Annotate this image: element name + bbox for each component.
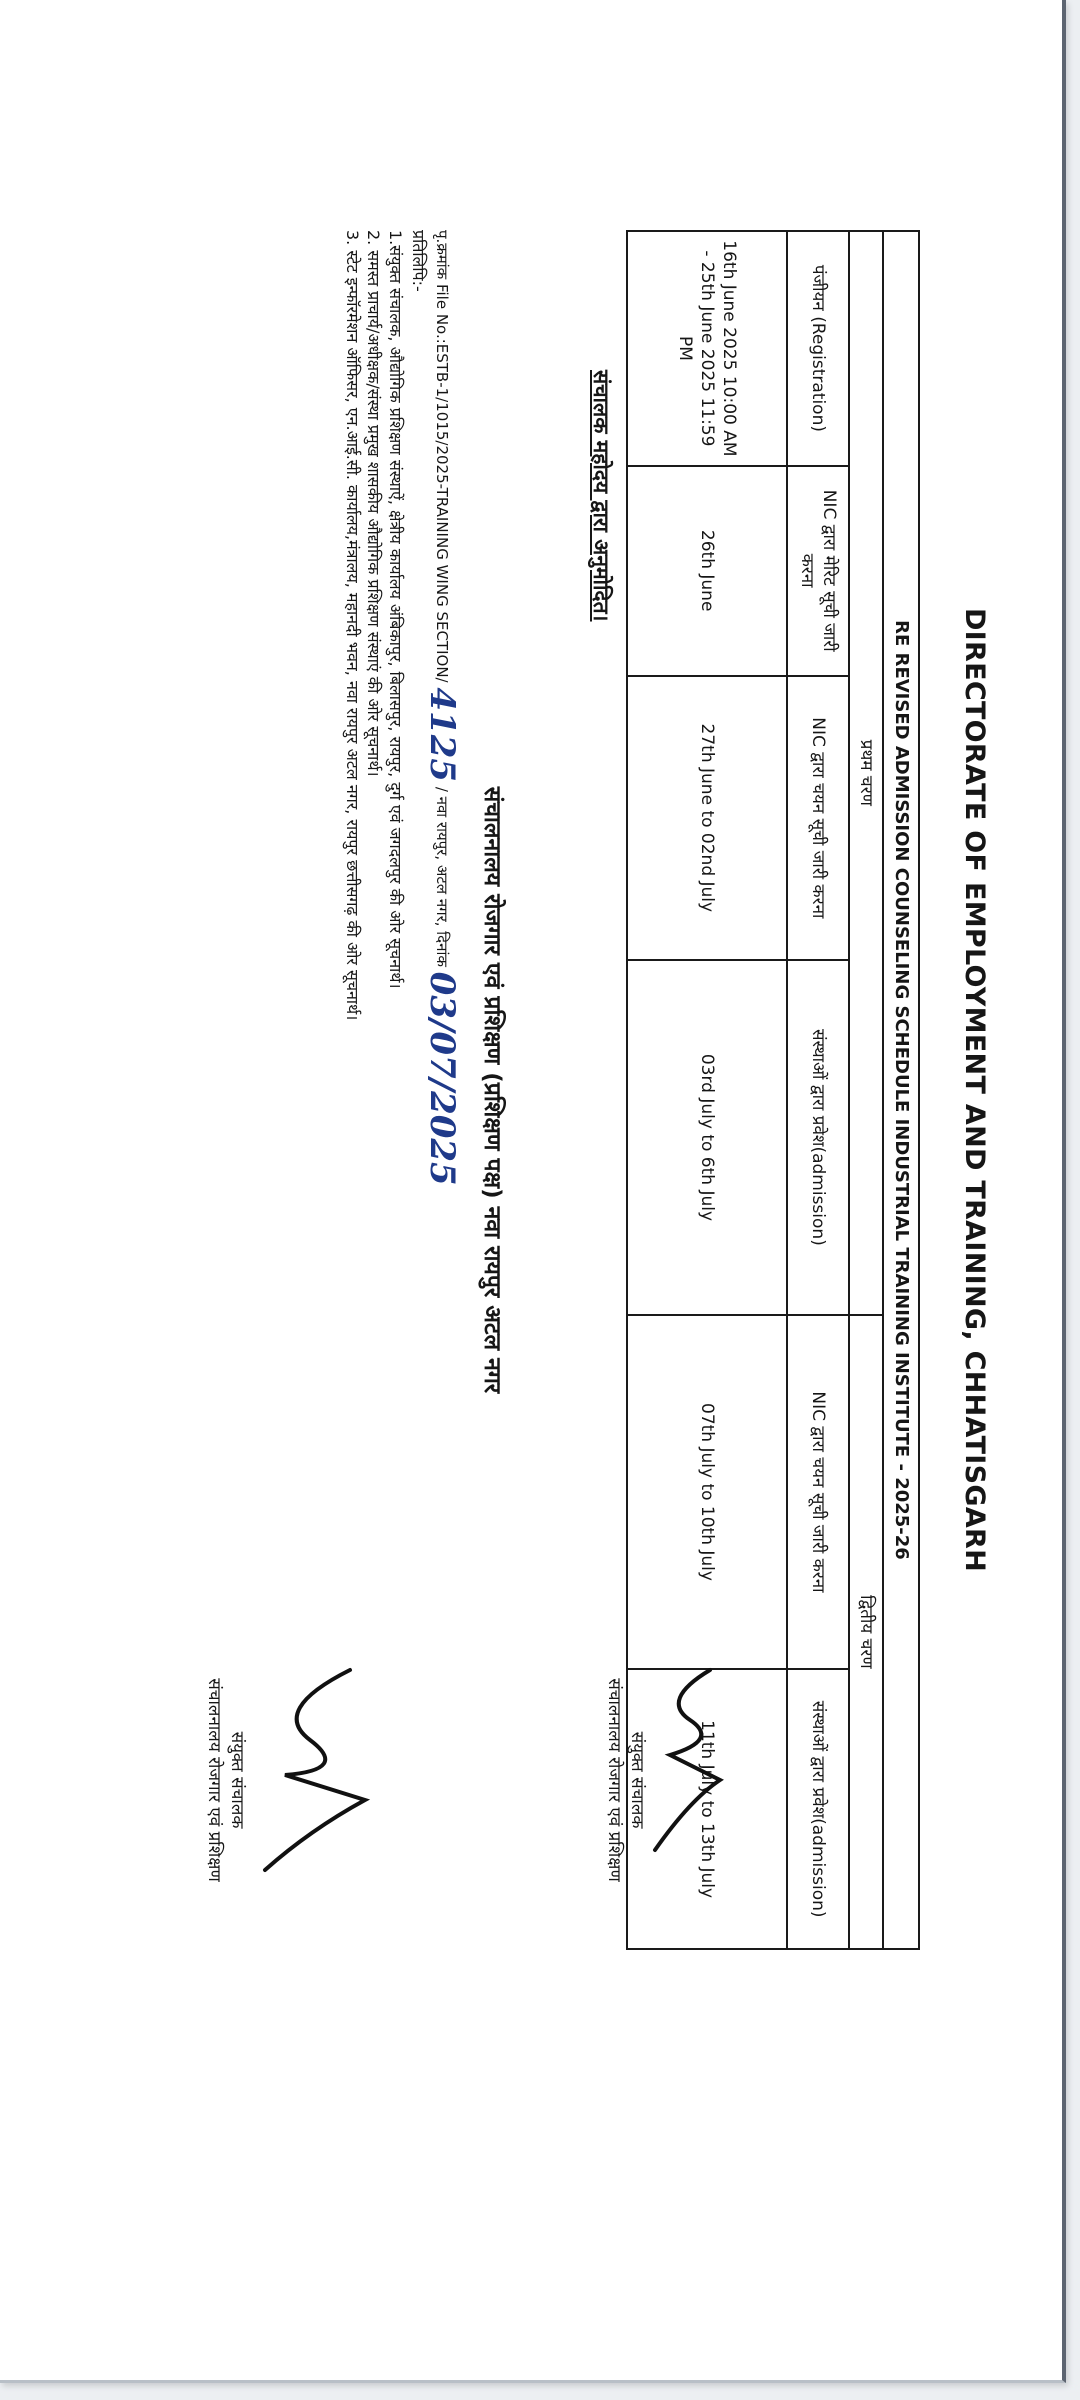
column-header: संस्थाओं द्वारा प्रवेश(admission) bbox=[787, 1669, 849, 1949]
copy-item: 2. समस्त प्राचार्य/अधीक्षक/संस्था प्रमुख शासकीय औद्योगिक प्रशिक्षण संस्थाएं की ओर सूचनार्थ। bbox=[364, 230, 384, 777]
office-heading: संचालनालय रोजगार एवं प्रशिक्षण (प्रशिक्षण पक्ष) नवा रायपुर अटल नगर bbox=[479, 786, 505, 1394]
signatory-2-office: संचालनालय रोजगार एवं प्रशिक्षण bbox=[204, 1678, 224, 1882]
file-number-line bbox=[422, 230, 462, 1186]
signatory-1-title: संयुक्त संचालक bbox=[627, 1731, 647, 1829]
file-date-handwritten: 03/07/2025 bbox=[422, 971, 462, 1186]
date-cell: 27th June to 02nd July bbox=[627, 676, 787, 961]
schedule-subtitle: RE REVISED ADMISSION COUNSELING SCHEDULE INDUSTRIAL TRAINING INSTITUTE - 2025-26 bbox=[883, 231, 919, 1949]
signature-1-image bbox=[650, 1660, 730, 1860]
signature-2-image bbox=[260, 1660, 380, 1880]
file-number-handwritten: 4125 bbox=[422, 687, 462, 783]
signatory-2-title: संयुक्त संचालक bbox=[227, 1731, 247, 1829]
signature-block-2 bbox=[204, 1620, 370, 1940]
date-cell: 16th June 2025 10:00 AM - 25th June 2025 11:59 PM bbox=[627, 231, 787, 466]
copy-item: 1.संयुक्त संचालक, औद्योगिक प्रशिक्षण संस्थाऐं, क्षेत्रीय कार्यालय अंबिकापुर, बिलासपुर, रायपुर, दुर्ग एवं जगदलपुर की ओर सूचनार्थ। bbox=[386, 230, 405, 989]
date-cell: 26th June bbox=[627, 466, 787, 676]
approved-note: संचालक महोदय द्वारा अनुमोदित। bbox=[589, 370, 613, 622]
date-cell: 11th July to 13th July bbox=[627, 1669, 787, 1949]
column-header: NIC द्वारा चयन सूची जारी करना bbox=[787, 676, 849, 961]
phase-first: प्रथम चरण bbox=[849, 231, 883, 1315]
copies-list bbox=[341, 230, 406, 1020]
file-middle: / नवा रायपुर, अटल नगर, दिनांक bbox=[433, 786, 451, 967]
phase-second: द्वितीय चरण bbox=[849, 1315, 883, 1949]
column-header: NIC द्वारा मेरिट सूची जारी करना bbox=[787, 466, 849, 676]
column-header: पंजीयन (Registration) bbox=[787, 231, 849, 466]
signature-block-1 bbox=[604, 1620, 680, 1940]
copy-label: प्रतिलिपि:- bbox=[409, 230, 428, 292]
column-header: संस्थाओं द्वारा प्रवेश(admission) bbox=[787, 960, 849, 1315]
document-title: DIRECTORATE OF EMPLOYMENT AND TRAINING, CHHATISGARH bbox=[959, 607, 990, 1573]
rotated-document bbox=[90, 230, 1010, 1950]
date-cell: 07th July to 10th July bbox=[627, 1315, 787, 1669]
signatory-1-office: संचालनालय रोजगार एवं प्रशिक्षण bbox=[604, 1678, 624, 1882]
copy-item: 3. स्टेट इन्फॉरमेशन ऑफिसर, एन.आई.सी. कार्यालय,मंत्रालय, महानदी भवन, नवा रायपुर अटल नगर, रायपुर छत्तीसगढ़ की ओर सूचनार्थ। bbox=[342, 230, 362, 1021]
column-header: NIC द्वारा चयन सूची जारी करना bbox=[787, 1315, 849, 1669]
file-prefix: पृ.क्रमांक File No.:ESTB-1/1015/2025-TRAINING WING SECTION/ bbox=[433, 230, 451, 683]
date-cell: 03rd July to 6th July bbox=[627, 960, 787, 1315]
